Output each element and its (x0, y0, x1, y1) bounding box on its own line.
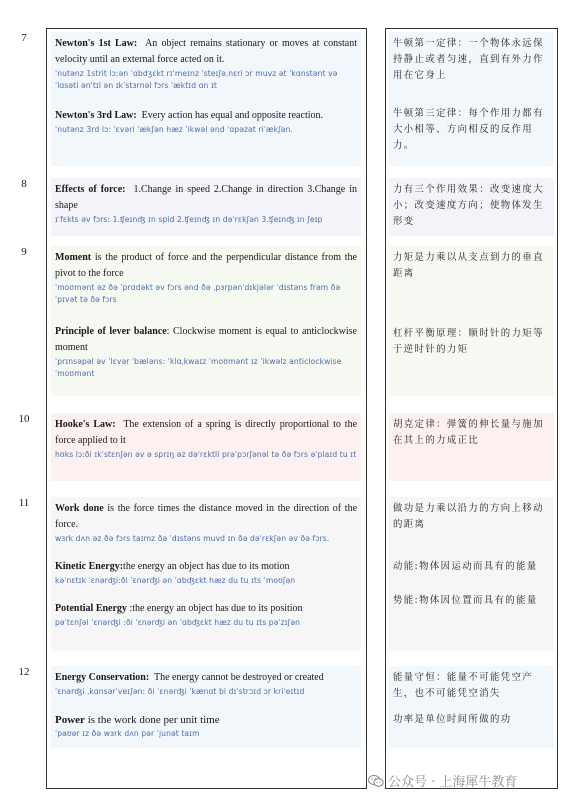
entry-definition: is the product of force and the perpendicular distance from the pivot to the force (55, 252, 357, 279)
cn-translation: 牛顿第一定律：一个物体永远保持静止或者匀速，直到有外力作用在它身上 (393, 38, 544, 81)
entry-term: Moment (55, 252, 92, 263)
entry-hookes-law (51, 413, 361, 481)
entry-work-done (51, 497, 361, 651)
row-number: 10 (18, 413, 30, 425)
entry-moment (51, 246, 361, 396)
entry-phonetic: ˈnutənz 3rd lɔː ˈɛvəri ˈækʃən hæz ˈikwəl ənd ˈɑpəzət riˈækʃən. (55, 125, 293, 134)
entry-text (55, 417, 357, 449)
cn-translation: 杠杆平衡原理：顺时针的力矩等于逆时针的力矩 (393, 328, 544, 355)
entry-effects-of-force (51, 178, 361, 236)
entry-phonetic: ˈmoʊmənt əz ðə ˈprɑdəkt əv fɔrs ənd ðə ˌpɜrpənˈdɪkjələr ˈdɪstəns frəm ðə ˈpɪvət tə ðə fɔrs (55, 283, 341, 304)
entry-newton-1st-law (51, 32, 361, 166)
cn-translation: 功率是单位时间所做的功 (393, 714, 512, 725)
entry-definition: 1.Change in speed 2.Change in direction 3.Change in shape (55, 184, 357, 211)
row-number: 11 (18, 497, 30, 509)
entry-definition: :the energy an object has due to its position (129, 603, 303, 614)
entry-phonetic: ɪˈfɛkts əv fɔrs: 1.ʧeɪnʤ ɪn spid 2.ʧeɪnʤ ɪn dəˈrɛkʃən 3.ʧeɪnʤ ɪn ʃeɪp (55, 215, 323, 224)
entry-text (55, 601, 357, 617)
row-number: 12 (18, 666, 30, 678)
entry-term: Hooke's Law: (55, 419, 116, 430)
entry-definition: is the work done per unit time (87, 714, 220, 726)
wechat-icon (368, 774, 384, 788)
cn-moment (389, 246, 554, 396)
row-number: 7 (21, 32, 27, 44)
cn-effects-of-force (389, 178, 554, 236)
entry-term: Kinetic Energy: (55, 561, 124, 572)
entry-phonetic: kəˈnɛtɪk ˈɛnərʤi:ði ˈɛnərʤi ən ˈɑbʤɛkt hæz du tu ɪts ˈmoʊʃən (55, 576, 296, 585)
cn-translation: 能量守恒：能量不可能凭空产生，也不可能凭空消失 (393, 672, 534, 699)
entry-text (55, 501, 357, 533)
entry-phonetic: ˈpaʊər ɪz ðə wɜrk dʌn pər ˈjunət taɪm (55, 729, 200, 738)
entry-definition: is the force times the distance moved in the direction of the force. (55, 503, 358, 530)
entry-term: Newton's 1st Law: (55, 38, 138, 49)
entry-energy-conservation (51, 666, 361, 748)
entry-text (55, 36, 357, 68)
cn-translation: 力有三个作用效果：改变速度大小；改变速度方向；使物体发生形变 (393, 184, 544, 227)
cn-translation: 胡克定律：弹簧的伸长量与施加在其上的力成正比 (393, 419, 544, 446)
entry-term: Energy Conservation: (55, 672, 150, 683)
cn-translation: 动能:物体因运动而具有的能量 (393, 561, 538, 572)
entry-term: Effects of force: (55, 184, 126, 195)
entry-phonetic: ˈnutənz 1strit lɔːən ˈɑbdʒɛkt rɪˈmeɪnz ˈsteɪʃəˌnɛri ɔr muvz ət ˈkɑnstənt vəˈlɑsəti ən'tɪl ən ɪkˈstɜrnəl fɔrs ˈæktɪd ɑn ɪt (55, 69, 338, 90)
cn-translation: 势能:物体因位置而具有的能量 (393, 595, 538, 606)
entry-term: Power (55, 714, 85, 726)
entry-definition: the energy an object has due to its motion (123, 561, 290, 572)
entry-text (55, 182, 357, 214)
entry-text (55, 559, 357, 575)
row-number: 8 (21, 178, 27, 190)
entry-text (55, 250, 357, 282)
entry-definition: The energy cannot be destroyed or created (154, 672, 324, 683)
cn-hookes-law (389, 413, 554, 481)
cn-translation: 力矩是力乘以从支点到力的垂直距离 (393, 252, 544, 279)
row-number: 9 (21, 246, 27, 258)
entry-term: Newton's 3rd Law: (55, 110, 137, 121)
entry-phonetic: hʊks lɔːði ɪkˈstɛnʃən əv ə sprɪŋ əz dəˈrɛktli prəˈpɔrʃənəl tə ðə fɔrs əˈplaɪd tu ɪt (55, 450, 357, 459)
entry-text (55, 712, 357, 728)
cn-energy-power (389, 666, 554, 748)
entry-text (55, 108, 357, 124)
entry-definition: The extension of a spring is directly proportional to the force applied to it (55, 419, 358, 446)
watermark (368, 771, 517, 790)
entry-definition: An object remains stationary or moves at constant velocity until an external force acted on it. (55, 38, 358, 65)
entry-phonetic: ˈɛnərʤi ˌkɑnsərˈveɪʃən: ði ˈɛnərʤi ˈkænɑt bi dɪˈstrɔɪd ɔr kriˈeɪtɪd (55, 687, 305, 696)
entry-phonetic: pəˈtɛnʃəl ˈɛnərʤi :ði ˈɛnərʤi ən ˈɑbʤɛkt hæz du tu ɪts pəˈzɪʃən (55, 618, 301, 627)
entry-term: Potential Energy (55, 603, 127, 614)
entry-term: Work done (55, 503, 104, 514)
cn-newton-laws (389, 32, 554, 166)
entry-text (55, 324, 357, 356)
entry-phonetic: wɜrk dʌn əz ðə fɔrs taɪmz ðə ˈdɪstəns muvd ɪn ðə dəˈrɛkʃən əv ðə fɔrs. (55, 534, 330, 543)
entry-definition: Every action has equal and opposite reaction. (141, 110, 323, 121)
entry-definition: : Clockwise moment is equal to anticlockwise moment (55, 326, 357, 353)
cn-translation: 做功是力乘以沿力的方向上移动的距离 (393, 503, 544, 530)
cn-work-energy (389, 497, 554, 651)
entry-term: Principle of lever balance (55, 326, 167, 337)
watermark-text: 公众号 · 上海犀牛教育 (388, 775, 518, 790)
entry-phonetic: ˈprɪnsəpəl əv ˈlɛvər ˈbæləns: ˈklɑˌkwaɪz ˈmoʊmənt ɪz ˈikwəlz anticlockwise ˈmoʊmənt (55, 357, 342, 378)
entry-text (55, 670, 357, 686)
cn-translation: 牛顿第三定律：每个作用力都有大小相等、方向相反的反作用力。 (393, 108, 544, 151)
